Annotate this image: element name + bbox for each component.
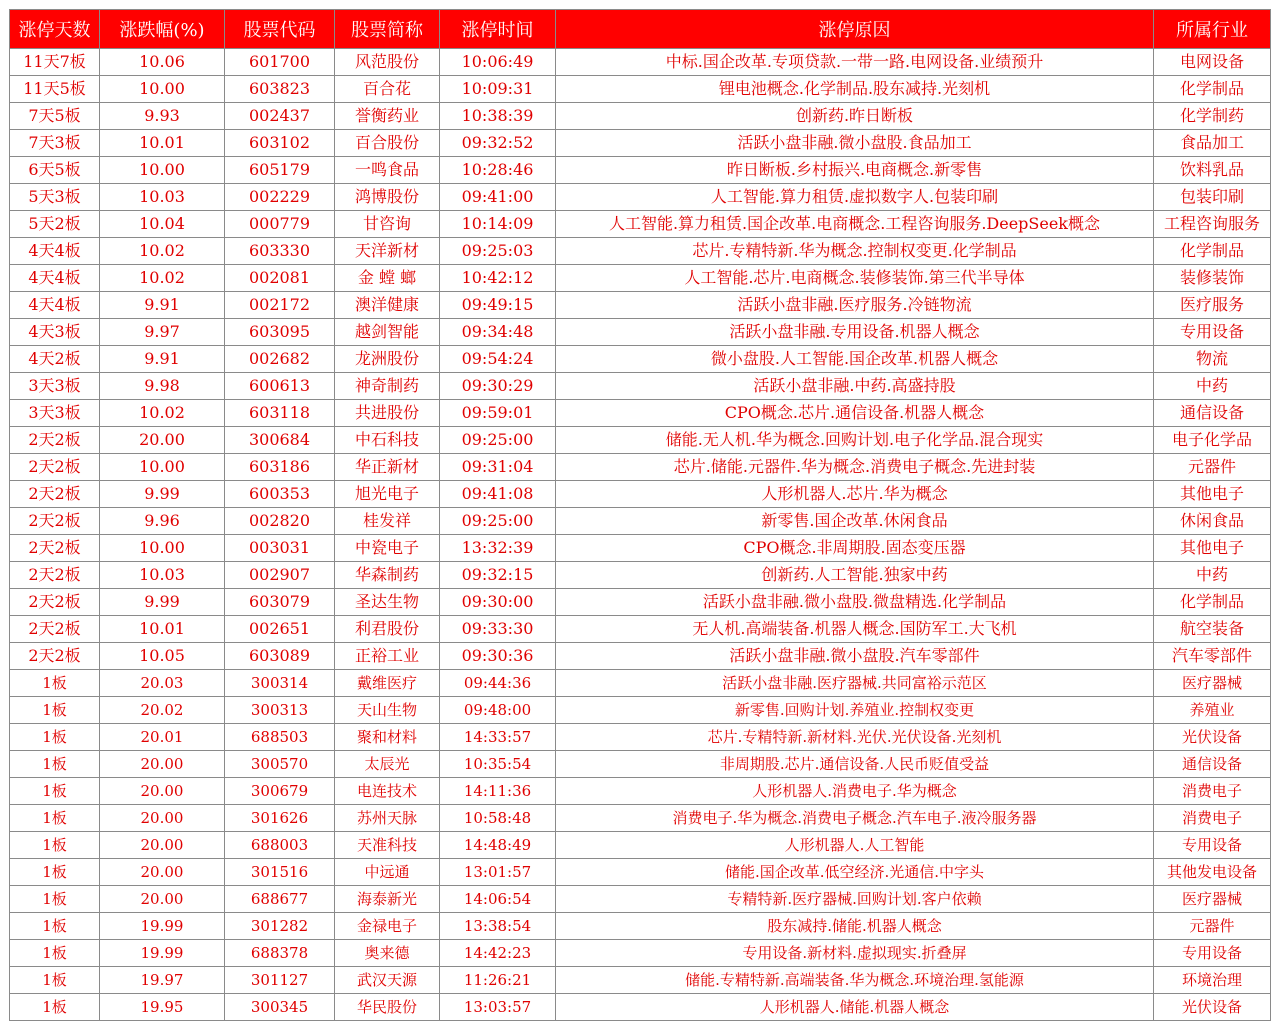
cell-reason: 无人机.高端装备.机器人概念.国防军工.大飞机 xyxy=(556,616,1154,643)
cell-change: 20.02 xyxy=(100,697,225,724)
cell-change: 10.00 xyxy=(100,454,225,481)
cell-days: 7天3板 xyxy=(10,130,100,157)
cell-name: 正裕工业 xyxy=(335,643,440,670)
cell-days: 1板 xyxy=(10,724,100,751)
cell-industry: 消费电子 xyxy=(1154,805,1271,832)
cell-change: 10.05 xyxy=(100,643,225,670)
cell-change: 19.99 xyxy=(100,940,225,967)
cell-reason: 活跃小盘非融.微小盘股.食品加工 xyxy=(556,130,1154,157)
cell-industry: 元器件 xyxy=(1154,454,1271,481)
cell-days: 2天2板 xyxy=(10,643,100,670)
cell-change: 10.03 xyxy=(100,562,225,589)
cell-industry: 物流 xyxy=(1154,346,1271,373)
cell-days: 2天2板 xyxy=(10,562,100,589)
cell-time: 09:32:15 xyxy=(440,562,556,589)
cell-name: 太辰光 xyxy=(335,751,440,778)
cell-industry: 元器件 xyxy=(1154,913,1271,940)
cell-code: 600353 xyxy=(225,481,335,508)
cell-reason: 消费电子.华为概念.消费电子概念.汽车电子.液冷服务器 xyxy=(556,805,1154,832)
cell-name: 旭光电子 xyxy=(335,481,440,508)
cell-name: 神奇制药 xyxy=(335,373,440,400)
cell-reason: 储能.无人机.华为概念.回购计划.电子化学品.混合现实 xyxy=(556,427,1154,454)
cell-industry: 中药 xyxy=(1154,373,1271,400)
cell-change: 10.03 xyxy=(100,184,225,211)
table-row xyxy=(10,49,1271,76)
cell-code: 301282 xyxy=(225,913,335,940)
cell-time: 14:48:49 xyxy=(440,832,556,859)
cell-change: 9.97 xyxy=(100,319,225,346)
header-time: 涨停时间 xyxy=(440,10,556,49)
cell-change: 9.99 xyxy=(100,589,225,616)
cell-time: 09:25:03 xyxy=(440,238,556,265)
cell-days: 3天3板 xyxy=(10,373,100,400)
cell-industry: 休闲食品 xyxy=(1154,508,1271,535)
table-row xyxy=(10,373,1271,400)
cell-time: 09:44:36 xyxy=(440,670,556,697)
cell-time: 09:30:00 xyxy=(440,589,556,616)
cell-industry: 医疗器械 xyxy=(1154,886,1271,913)
cell-name: 天山生物 xyxy=(335,697,440,724)
cell-name: 鸿博股份 xyxy=(335,184,440,211)
cell-name: 中远通 xyxy=(335,859,440,886)
cell-reason: 活跃小盘非融.医疗服务.冷链物流 xyxy=(556,292,1154,319)
cell-days: 1板 xyxy=(10,994,100,1021)
table-row xyxy=(10,778,1271,805)
cell-code: 300570 xyxy=(225,751,335,778)
cell-reason: 创新药.人工智能.独家中药 xyxy=(556,562,1154,589)
table-row xyxy=(10,454,1271,481)
cell-days: 2天2板 xyxy=(10,535,100,562)
cell-change: 20.01 xyxy=(100,724,225,751)
cell-time: 14:33:57 xyxy=(440,724,556,751)
cell-change: 19.99 xyxy=(100,913,225,940)
cell-name: 圣达生物 xyxy=(335,589,440,616)
cell-time: 09:59:01 xyxy=(440,400,556,427)
table-row xyxy=(10,130,1271,157)
cell-time: 09:25:00 xyxy=(440,427,556,454)
cell-name: 海泰新光 xyxy=(335,886,440,913)
header-change: 涨跌幅(%) xyxy=(100,10,225,49)
cell-reason: 芯片.专精特新.华为概念.控制权变更.化学制品 xyxy=(556,238,1154,265)
cell-industry: 专用设备 xyxy=(1154,319,1271,346)
table-row xyxy=(10,103,1271,130)
cell-reason: 锂电池概念.化学制品.股东减持.光刻机 xyxy=(556,76,1154,103)
cell-days: 1板 xyxy=(10,967,100,994)
cell-reason: 储能.国企改革.低空经济.光通信.中字头 xyxy=(556,859,1154,886)
cell-change: 20.00 xyxy=(100,778,225,805)
cell-code: 301516 xyxy=(225,859,335,886)
cell-code: 301626 xyxy=(225,805,335,832)
cell-name: 金禄电子 xyxy=(335,913,440,940)
cell-code: 002172 xyxy=(225,292,335,319)
cell-industry: 医疗服务 xyxy=(1154,292,1271,319)
cell-industry: 养殖业 xyxy=(1154,697,1271,724)
cell-time: 14:06:54 xyxy=(440,886,556,913)
cell-days: 1板 xyxy=(10,886,100,913)
cell-change: 9.99 xyxy=(100,481,225,508)
cell-industry: 专用设备 xyxy=(1154,940,1271,967)
cell-change: 10.02 xyxy=(100,238,225,265)
cell-reason: 人形机器人.储能.机器人概念 xyxy=(556,994,1154,1021)
header-name: 股票简称 xyxy=(335,10,440,49)
table-row xyxy=(10,805,1271,832)
cell-change: 10.01 xyxy=(100,616,225,643)
cell-reason: 微小盘股.人工智能.国企改革.机器人概念 xyxy=(556,346,1154,373)
cell-industry: 中药 xyxy=(1154,562,1271,589)
cell-name: 利君股份 xyxy=(335,616,440,643)
cell-time: 13:03:57 xyxy=(440,994,556,1021)
table-row xyxy=(10,859,1271,886)
cell-reason: 活跃小盘非融.专用设备.机器人概念 xyxy=(556,319,1154,346)
cell-industry: 化学制药 xyxy=(1154,103,1271,130)
cell-days: 2天2板 xyxy=(10,481,100,508)
cell-time: 13:01:57 xyxy=(440,859,556,886)
cell-change: 10.06 xyxy=(100,49,225,76)
cell-days: 1板 xyxy=(10,940,100,967)
cell-code: 603095 xyxy=(225,319,335,346)
table-row xyxy=(10,832,1271,859)
table-row xyxy=(10,184,1271,211)
cell-code: 603118 xyxy=(225,400,335,427)
cell-days: 5天3板 xyxy=(10,184,100,211)
cell-code: 688378 xyxy=(225,940,335,967)
cell-days: 2天2板 xyxy=(10,589,100,616)
cell-days: 4天4板 xyxy=(10,292,100,319)
cell-days: 2天2板 xyxy=(10,427,100,454)
cell-reason: 储能.专精特新.高端装备.华为概念.环境治理.氢能源 xyxy=(556,967,1154,994)
cell-time: 10:35:54 xyxy=(440,751,556,778)
cell-code: 002820 xyxy=(225,508,335,535)
cell-code: 605179 xyxy=(225,157,335,184)
cell-industry: 化学制品 xyxy=(1154,76,1271,103)
cell-code: 300313 xyxy=(225,697,335,724)
cell-reason: 股东减持.储能.机器人概念 xyxy=(556,913,1154,940)
table-row xyxy=(10,913,1271,940)
cell-code: 003031 xyxy=(225,535,335,562)
cell-days: 1板 xyxy=(10,859,100,886)
cell-change: 20.00 xyxy=(100,859,225,886)
cell-change: 10.01 xyxy=(100,130,225,157)
cell-reason: 人工智能.算力租赁.虚拟数字人.包装印刷 xyxy=(556,184,1154,211)
cell-time: 11:26:21 xyxy=(440,967,556,994)
header-days: 涨停天数 xyxy=(10,10,100,49)
table-row xyxy=(10,157,1271,184)
cell-change: 10.00 xyxy=(100,535,225,562)
cell-days: 4天3板 xyxy=(10,319,100,346)
cell-days: 2天2板 xyxy=(10,508,100,535)
cell-reason: 活跃小盘非融.微小盘股.微盘精选.化学制品 xyxy=(556,589,1154,616)
cell-code: 603823 xyxy=(225,76,335,103)
cell-time: 10:58:48 xyxy=(440,805,556,832)
table-row xyxy=(10,994,1271,1021)
cell-name: 澳洋健康 xyxy=(335,292,440,319)
cell-code: 688677 xyxy=(225,886,335,913)
table-row xyxy=(10,508,1271,535)
cell-days: 1板 xyxy=(10,778,100,805)
cell-change: 10.02 xyxy=(100,265,225,292)
header-industry: 所属行业 xyxy=(1154,10,1271,49)
table-row xyxy=(10,562,1271,589)
cell-name: 桂发祥 xyxy=(335,508,440,535)
cell-change: 10.00 xyxy=(100,76,225,103)
cell-days: 3天3板 xyxy=(10,400,100,427)
table-row xyxy=(10,238,1271,265)
cell-days: 4天4板 xyxy=(10,238,100,265)
cell-time: 10:28:46 xyxy=(440,157,556,184)
cell-industry: 其他电子 xyxy=(1154,481,1271,508)
cell-time: 09:31:04 xyxy=(440,454,556,481)
cell-industry: 汽车零部件 xyxy=(1154,643,1271,670)
cell-reason: CPO概念.芯片.通信设备.机器人概念 xyxy=(556,400,1154,427)
cell-change: 20.00 xyxy=(100,805,225,832)
cell-industry: 工程咨询服务 xyxy=(1154,211,1271,238)
table-row xyxy=(10,211,1271,238)
cell-industry: 光伏设备 xyxy=(1154,724,1271,751)
cell-time: 09:48:00 xyxy=(440,697,556,724)
cell-reason: 活跃小盘非融.微小盘股.汽车零部件 xyxy=(556,643,1154,670)
cell-industry: 其他发电设备 xyxy=(1154,859,1271,886)
table-row xyxy=(10,670,1271,697)
cell-reason: 芯片.储能.元器件.华为概念.消费电子概念.先进封装 xyxy=(556,454,1154,481)
table-row xyxy=(10,724,1271,751)
cell-code: 300345 xyxy=(225,994,335,1021)
cell-change: 20.00 xyxy=(100,886,225,913)
table-row xyxy=(10,751,1271,778)
cell-name: 龙洲股份 xyxy=(335,346,440,373)
header-reason: 涨停原因 xyxy=(556,10,1154,49)
table-row xyxy=(10,643,1271,670)
cell-code: 688503 xyxy=(225,724,335,751)
table-row xyxy=(10,427,1271,454)
cell-time: 13:32:39 xyxy=(440,535,556,562)
cell-change: 20.03 xyxy=(100,670,225,697)
cell-reason: 昨日断板.乡村振兴.电商概念.新零售 xyxy=(556,157,1154,184)
cell-days: 5天2板 xyxy=(10,211,100,238)
cell-industry: 通信设备 xyxy=(1154,751,1271,778)
table-body xyxy=(10,49,1271,1021)
table-row xyxy=(10,886,1271,913)
cell-name: 誉衡药业 xyxy=(335,103,440,130)
cell-code: 300679 xyxy=(225,778,335,805)
cell-industry: 电网设备 xyxy=(1154,49,1271,76)
cell-code: 301127 xyxy=(225,967,335,994)
cell-industry: 医疗器械 xyxy=(1154,670,1271,697)
cell-days: 1板 xyxy=(10,670,100,697)
cell-industry: 化学制品 xyxy=(1154,238,1271,265)
cell-change: 20.00 xyxy=(100,427,225,454)
cell-days: 1板 xyxy=(10,697,100,724)
cell-name: 风范股份 xyxy=(335,49,440,76)
cell-industry: 化学制品 xyxy=(1154,589,1271,616)
cell-code: 601700 xyxy=(225,49,335,76)
cell-days: 2天2板 xyxy=(10,454,100,481)
table-row xyxy=(10,265,1271,292)
cell-name: 天洋新材 xyxy=(335,238,440,265)
cell-change: 9.91 xyxy=(100,292,225,319)
cell-name: 金 螳 螂 xyxy=(335,265,440,292)
cell-days: 4天4板 xyxy=(10,265,100,292)
cell-name: 苏州天脉 xyxy=(335,805,440,832)
cell-name: 中石科技 xyxy=(335,427,440,454)
cell-time: 09:32:52 xyxy=(440,130,556,157)
cell-industry: 其他电子 xyxy=(1154,535,1271,562)
cell-time: 09:30:29 xyxy=(440,373,556,400)
cell-reason: 专精特新.医疗器械.回购计划.客户依赖 xyxy=(556,886,1154,913)
cell-days: 1板 xyxy=(10,832,100,859)
cell-code: 603186 xyxy=(225,454,335,481)
cell-name: 华民股份 xyxy=(335,994,440,1021)
cell-code: 002229 xyxy=(225,184,335,211)
cell-days: 6天5板 xyxy=(10,157,100,184)
cell-name: 一鸣食品 xyxy=(335,157,440,184)
cell-reason: 人形机器人.芯片.华为概念 xyxy=(556,481,1154,508)
cell-name: 华正新材 xyxy=(335,454,440,481)
cell-days: 7天5板 xyxy=(10,103,100,130)
cell-reason: CPO概念.非周期股.固态变压器 xyxy=(556,535,1154,562)
cell-code: 000779 xyxy=(225,211,335,238)
table-row xyxy=(10,400,1271,427)
cell-reason: 非周期股.芯片.通信设备.人民币贬值受益 xyxy=(556,751,1154,778)
cell-name: 华森制药 xyxy=(335,562,440,589)
cell-reason: 人形机器人.消费电子.华为概念 xyxy=(556,778,1154,805)
cell-time: 14:42:23 xyxy=(440,940,556,967)
cell-reason: 人工智能.算力租赁.国企改革.电商概念.工程咨询服务.DeepSeek概念 xyxy=(556,211,1154,238)
cell-industry: 消费电子 xyxy=(1154,778,1271,805)
cell-code: 002081 xyxy=(225,265,335,292)
table-row xyxy=(10,292,1271,319)
cell-change: 9.93 xyxy=(100,103,225,130)
table-row xyxy=(10,589,1271,616)
cell-time: 09:49:15 xyxy=(440,292,556,319)
cell-industry: 环境治理 xyxy=(1154,967,1271,994)
cell-change: 19.95 xyxy=(100,994,225,1021)
cell-time: 14:11:36 xyxy=(440,778,556,805)
cell-reason: 活跃小盘非融.中药.高盛持股 xyxy=(556,373,1154,400)
cell-time: 10:42:12 xyxy=(440,265,556,292)
cell-days: 11天5板 xyxy=(10,76,100,103)
cell-code: 688003 xyxy=(225,832,335,859)
cell-time: 09:25:00 xyxy=(440,508,556,535)
cell-time: 09:33:30 xyxy=(440,616,556,643)
cell-days: 1板 xyxy=(10,805,100,832)
cell-days: 2天2板 xyxy=(10,616,100,643)
cell-name: 聚和材料 xyxy=(335,724,440,751)
cell-industry: 电子化学品 xyxy=(1154,427,1271,454)
cell-time: 10:14:09 xyxy=(440,211,556,238)
cell-time: 09:30:36 xyxy=(440,643,556,670)
cell-time: 09:41:00 xyxy=(440,184,556,211)
cell-industry: 包装印刷 xyxy=(1154,184,1271,211)
cell-code: 603079 xyxy=(225,589,335,616)
cell-change: 19.97 xyxy=(100,967,225,994)
table-row xyxy=(10,697,1271,724)
cell-code: 600613 xyxy=(225,373,335,400)
cell-code: 300684 xyxy=(225,427,335,454)
cell-name: 百合花 xyxy=(335,76,440,103)
cell-reason: 芯片.专精特新.新材料.光伏.光伏设备.光刻机 xyxy=(556,724,1154,751)
header-row xyxy=(10,10,1271,49)
cell-name: 百合股份 xyxy=(335,130,440,157)
table-row xyxy=(10,76,1271,103)
table-row xyxy=(10,481,1271,508)
cell-industry: 专用设备 xyxy=(1154,832,1271,859)
cell-reason: 专用设备.新材料.虚拟现实.折叠屏 xyxy=(556,940,1154,967)
cell-days: 11天7板 xyxy=(10,49,100,76)
cell-name: 奥来德 xyxy=(335,940,440,967)
cell-change: 10.00 xyxy=(100,157,225,184)
cell-change: 9.96 xyxy=(100,508,225,535)
cell-change: 10.04 xyxy=(100,211,225,238)
cell-time: 09:41:08 xyxy=(440,481,556,508)
cell-industry: 食品加工 xyxy=(1154,130,1271,157)
cell-industry: 光伏设备 xyxy=(1154,994,1271,1021)
cell-code: 002682 xyxy=(225,346,335,373)
cell-change: 10.02 xyxy=(100,400,225,427)
cell-industry: 航空装备 xyxy=(1154,616,1271,643)
cell-code: 603330 xyxy=(225,238,335,265)
cell-industry: 装修装饰 xyxy=(1154,265,1271,292)
table-row xyxy=(10,616,1271,643)
cell-name: 武汉天源 xyxy=(335,967,440,994)
cell-industry: 通信设备 xyxy=(1154,400,1271,427)
cell-change: 20.00 xyxy=(100,751,225,778)
cell-change: 9.91 xyxy=(100,346,225,373)
cell-name: 戴维医疗 xyxy=(335,670,440,697)
cell-change: 9.98 xyxy=(100,373,225,400)
cell-reason: 活跃小盘非融.医疗器械.共同富裕示范区 xyxy=(556,670,1154,697)
cell-code: 002907 xyxy=(225,562,335,589)
cell-code: 002437 xyxy=(225,103,335,130)
cell-time: 10:09:31 xyxy=(440,76,556,103)
cell-change: 20.00 xyxy=(100,832,225,859)
table-row xyxy=(10,319,1271,346)
cell-time: 09:34:48 xyxy=(440,319,556,346)
cell-reason: 新零售.国企改革.休闲食品 xyxy=(556,508,1154,535)
cell-code: 603089 xyxy=(225,643,335,670)
cell-days: 1板 xyxy=(10,751,100,778)
cell-reason: 新零售.回购计划.养殖业.控制权变更 xyxy=(556,697,1154,724)
cell-name: 甘咨询 xyxy=(335,211,440,238)
cell-days: 1板 xyxy=(10,913,100,940)
header-code: 股票代码 xyxy=(225,10,335,49)
cell-time: 13:38:54 xyxy=(440,913,556,940)
cell-name: 越剑智能 xyxy=(335,319,440,346)
cell-reason: 人形机器人.人工智能 xyxy=(556,832,1154,859)
cell-name: 共进股份 xyxy=(335,400,440,427)
cell-name: 中瓷电子 xyxy=(335,535,440,562)
limit-up-table xyxy=(9,9,1271,1021)
table-row xyxy=(10,967,1271,994)
table-row xyxy=(10,940,1271,967)
cell-days: 4天2板 xyxy=(10,346,100,373)
cell-time: 10:38:39 xyxy=(440,103,556,130)
cell-reason: 人工智能.芯片.电商概念.装修装饰.第三代半导体 xyxy=(556,265,1154,292)
cell-code: 603102 xyxy=(225,130,335,157)
table-row xyxy=(10,346,1271,373)
cell-name: 天准科技 xyxy=(335,832,440,859)
cell-code: 300314 xyxy=(225,670,335,697)
table-row xyxy=(10,535,1271,562)
cell-name: 电连技术 xyxy=(335,778,440,805)
cell-code: 002651 xyxy=(225,616,335,643)
cell-time: 10:06:49 xyxy=(440,49,556,76)
cell-reason: 中标.国企改革.专项贷款.一带一路.电网设备.业绩预升 xyxy=(556,49,1154,76)
cell-industry: 饮料乳品 xyxy=(1154,157,1271,184)
cell-reason: 创新药.昨日断板 xyxy=(556,103,1154,130)
cell-time: 09:54:24 xyxy=(440,346,556,373)
